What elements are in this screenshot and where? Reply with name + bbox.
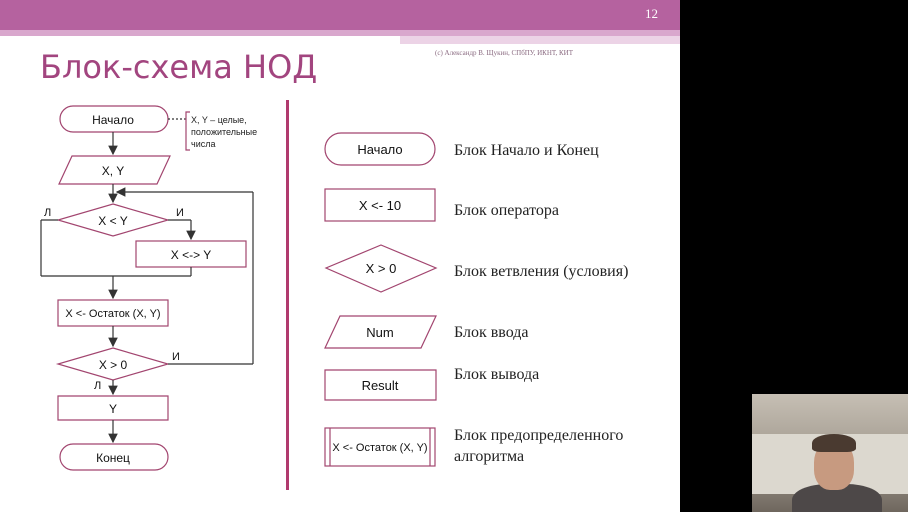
legend-label-input: Блок ввода — [454, 324, 529, 341]
legend-shape-predefined-text: X <- Остаток (X, Y) — [332, 442, 428, 454]
slide-title: Блок-схема НОД — [40, 48, 318, 86]
legend-label-predefined-line1: Блок предопределенного — [454, 427, 624, 444]
fc-comment-line3: числа — [191, 139, 216, 149]
slide-number: 12 — [645, 6, 658, 21]
author-credit: (c) Александр В. Щукин, СПбПУ, ИКНТ, КИТ — [435, 49, 573, 57]
legend-label-decision: Блок ветвления (условия) — [454, 263, 629, 280]
legend-label-output: Блок вывода — [454, 366, 540, 383]
fc-cond1-true-label: И — [176, 207, 184, 219]
fc-cond2-true-label: И — [172, 351, 180, 363]
fc-cond2-text: X > 0 — [98, 358, 128, 372]
fc-cond1-text: X < Y — [98, 214, 128, 228]
camera-person-hair — [812, 434, 856, 452]
fc-comment-line1: X, Y – целые, — [191, 115, 247, 125]
fc-cond1-false-label: Л — [44, 207, 52, 219]
legend-shape-input-text: Num — [366, 325, 394, 340]
fc-cond2-false-label: Л — [94, 380, 102, 392]
legend-label-predefined-line2: алгоритма — [454, 448, 525, 465]
legend-shape-process-text: X <- 10 — [358, 198, 402, 213]
fc-process-text: X <- Остаток (X, Y) — [65, 308, 161, 320]
fc-start-text: Начало — [92, 113, 134, 127]
fc-end-text: Конец — [96, 451, 130, 465]
legend-label-terminal: Блок Начало и Конец — [454, 142, 599, 159]
fc-swap-text: X <-> Y — [170, 248, 212, 262]
legend-shape-terminal-text: Начало — [357, 142, 403, 157]
fc-output-text: Y — [108, 402, 118, 416]
legend-shape-decision-text: X > 0 — [365, 261, 397, 276]
legend-shape-output-text: Result — [361, 378, 399, 393]
legend-label-process: Блок оператора — [454, 202, 559, 219]
webcam-feed — [752, 394, 908, 512]
fc-input-text: X, Y — [101, 164, 125, 178]
fc-comment-line2: положительные — [191, 127, 258, 137]
